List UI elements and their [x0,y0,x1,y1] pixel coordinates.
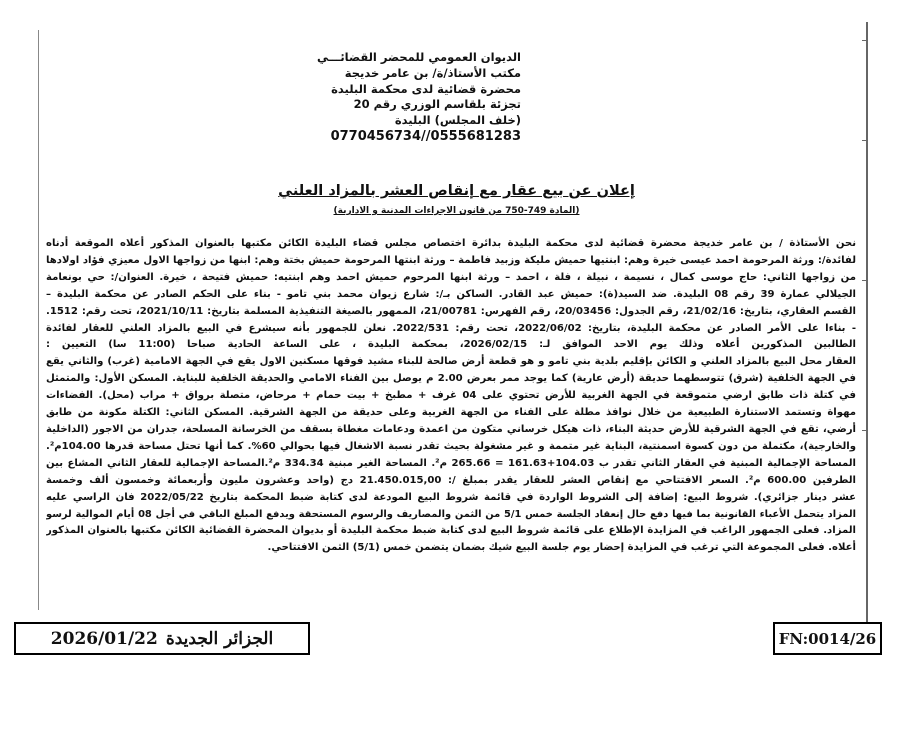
court-affiliation: محضرة قضائية لدى محكمة البليدة [331,81,521,96]
margin-tick [862,280,868,281]
notice-title: إعلان عن بيع عقار مع إنقاص العشر بالمزاد العلني [278,183,635,199]
newspaper-box [14,622,310,655]
body-line: في الجهة الخلفية (شرق) تتوسطهما حديقة (أرض عارية) كما يوجد ممر بعرض 2.00 م يوصل بين الفناء الامامي والحديقة الخلفية للبناية. المسكن الأول: والمتمثل [46,373,856,385]
body-line: العقار محل البيع بالمزاد العلني و الكائن بإقليم بلدية بني تامو و هو قطعة أرض صالحة للبناء مشيد فوقها مسكنين الاول يقع في الجهة الامامية (غرب) والثاني يقع [46,356,856,368]
margin-tick [862,40,868,41]
body-line: من زواجها الثاني: حاج موسى كمال ، نسيمة ، نبيلة ، فلة ، احمد – ورثة ابنها المرحوم حميش احمد وهم ابنتيه: حميش فتيحة ، خيرة. العنوان/: حي بونعامة [46,271,856,283]
bailiff-name: مكتب الأستاذ/ة/ بن عامر خديجة [344,65,521,80]
body-line: المزاد. فعلى الجمهور الراغب في المزايدة الإطلاع على قائمة شروط البيع لدى كتابة ضبط محكمة البليدة أو بديوان المحضرة القضائية الكائن مكتبها بالعنوان المذكور [46,525,856,537]
body-line: مهواة وتستمد الاستنارة الطبيعية من خلال نوافذ مطلة على الفناء من الجهة الغربية وعلى حديقة من الجهة الشرقية. المسكن الثاني: الكتلة مكونة من طابق [46,407,856,419]
body-line: الجيلالي عمارة 39 رقم 08 البليدة. ضد السيد(ة): حميش عبد القادر. الساكن بـ/: شارع زيوان محمد بني تامو - بناء على الحكم الصادر عن محكمة البليدة – [46,288,856,300]
body-line: - بناءا على الأمر الصادر عن محكمة البليدة، بتاريخ: 2022/06/02، تحت رقم: 2022/531. نعلن للجمهور بأنه سيشرع في البيع بالمزاد العلني للعقار لفائدة [46,322,856,334]
body-line: والخارجية)، مكتملة من دون كسوة اسمنتية، البناية غير متممة و غير مشغولة بحيث تقدر نسبة الاشغال فيها بحوالي 60%. كما أنها تحتل مساحة قدرها 104.00م². [46,440,856,452]
file-number: FN:0014/26 [778,629,877,648]
body-line: أرضي، تقع في الجهة الشرقية للأرض حديثة البناء، ذات هيكل خرساني متكون من اعمدة ودعامات مغطاة بسقف من الخرسانة المسلحة، جدران من الاجور (الداخلية [46,423,856,435]
left-margin-line [38,30,39,610]
body-line: عشر دينار جزائري). شروط البيع: إضافة إلى الشروط الواردة في قائمة شروط البيع المودعة لدى كتابة ضبط المحكمة بتاريخ 2022/05/22 فان الراسي عليه [46,491,856,503]
office-name: الديوان العمومي للمحضر القضائـــي [316,50,521,64]
body-line: المساحة الإجمالية المبنية في العقار الثاني تقدر ب 104.03+161.63 = 265.66 م². المساحة الغير مبنية 334.34 م².المساحة الإجمالية للعقار الثاني المشاع بين [46,457,856,469]
notice-body [46,236,856,557]
body-line: الطرفين 600.00 م². السعر الافتتاحي مع إنقاص العشر للعقار يقدر بمبلغ /: 21.450.015,00 دج (واحد وعشرون مليون وأربعمائة وخمسون ألف وخمسة [46,474,856,486]
body-line: القسم العقاري، بتاريخ: 21/02/16، رقم الجدول: 20/03456، رقم الفهرس: 21/00781، الممهور بالصيغة التنفيذية المسلمة بتاريخ: 2021/10/11، تحت رقم: 1512. [46,305,856,317]
body-line: نحن الأستاذة / بن عامر خديجة محضرة قضائية لدى محكمة البليدة بدائرة اختصاص مجلس قضاء البليدة الكائن مكتبها بالعنوان المذكور أعلاه الموقعة أدناه [46,238,856,249]
body-line: أعلاه. فعلى المجموعة التي ترغب في المزايدة إحضار يوم جلسة البيع شيك بضمان يتضمن خمس (5/1) الثمن الافتتاحي. [267,542,856,554]
publication-date: 2026/01/22 [50,628,158,649]
newspaper-name: الجزائر الجديدة [165,628,274,649]
right-margin-line [866,22,868,622]
notice-subtitle: (المادة 749-750 من قانون الاجراءات المدنية و الادارية) [333,206,580,216]
body-line: المزاد يتحمل الأعباء القانونية بما فيها دفع حال إنعقاد الجلسة خمس 5/1 من الثمن والمصاريف والرسوم المستحقة ويدفع المبلغ الباقي في أجل 08 أيام الموالية لرسو [46,508,856,520]
office-phones: 0555681283//0770456734 [330,128,521,144]
office-landmark: (خلف المجلس) البليدة [394,113,521,128]
body-line: لفائدة/: ورثة المرحومة احمد عيسى خيرة وهم: ابنتيها حميش مليكة وزبيد فاطمة – ورثة ابنتها المرحومة حميش بختة وهم: ابنها من زواجها الاول معيزي فؤاد اولادها [46,254,856,266]
body-line: في كتلة ذات طابق ارضي متموقعة في الجهة الغربية للأرض تحتوي على 04 غرف + مطبخ + بيت حمام + مرحاض، متصلة برواق + مراب (محل). الفضاءات [46,390,856,402]
body-line: الطالبين المذكورين أعلاه وذلك يوم الاحد الموافق لـ: 2026/02/15، بمحكمة البليدة ، على الساعة الحادية صباحا (11:00 سا) التعيين : [46,339,856,351]
margin-tick [862,140,868,141]
office-address: تجزئة بلقاسم الوزري رقم 20 [353,97,521,112]
margin-tick [862,430,868,431]
file-number-box [773,622,882,655]
bailiff-office-header [316,50,521,145]
